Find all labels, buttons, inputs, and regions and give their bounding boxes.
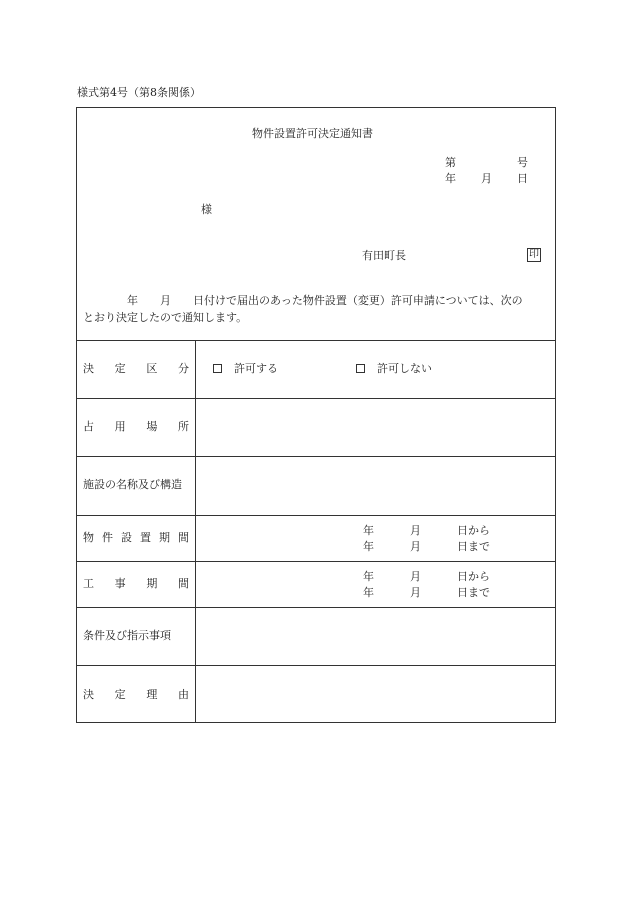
option-permit[interactable]: 許可する — [213, 363, 278, 374]
date-month: 月 — [481, 172, 492, 185]
doc-no-prefix: 第 — [445, 156, 456, 169]
construction-to-month: 月 — [410, 586, 421, 599]
option-deny[interactable]: 許可しない — [356, 363, 432, 374]
install-from-day: 日から — [457, 524, 490, 537]
label-occupancy-location: 占 用 場 所 — [83, 420, 189, 433]
notification-form — [76, 107, 556, 723]
label-construction-period: 工 事 期 間 — [83, 577, 189, 590]
doc-no-suffix: 号 — [517, 156, 528, 169]
install-from-month: 月 — [410, 524, 421, 537]
install-to-year: 年 — [363, 540, 374, 553]
notice-body-line1: 年 月 日付けで届出のあった物件設置（変更）許可申請については、次の — [83, 294, 523, 307]
checkbox-deny[interactable] — [356, 364, 365, 373]
checkbox-permit[interactable] — [213, 364, 222, 373]
divider — [77, 456, 555, 457]
label-installation-period: 物 件 設 置 期 間 — [83, 531, 189, 544]
construction-from-day: 日から — [457, 570, 490, 583]
divider — [77, 398, 555, 399]
construction-from-month: 月 — [410, 570, 421, 583]
construction-to-day: 日まで — [457, 586, 490, 599]
date-day: 日 — [517, 172, 528, 185]
install-to-month: 月 — [410, 540, 421, 553]
construction-to-year: 年 — [363, 586, 374, 599]
addressee-suffix: 様 — [201, 203, 212, 216]
form-number: 様式第4号（第8条関係） — [77, 86, 201, 99]
label-decision-reason: 決 定 理 由 — [83, 688, 189, 701]
seal-mark: 印 — [529, 249, 539, 260]
install-from-year: 年 — [363, 524, 374, 537]
divider — [77, 607, 555, 608]
divider — [77, 340, 555, 341]
column-divider — [195, 340, 196, 722]
label-decision-type: 決 定 区 分 — [83, 362, 189, 375]
label-facility-name-structure: 施設の名称及び構造 — [83, 478, 182, 491]
divider — [77, 665, 555, 666]
document-title: 物件設置許可決定通知書 — [252, 127, 373, 140]
install-to-day: 日まで — [457, 540, 490, 553]
label-conditions-instructions: 条件及び指示事項 — [83, 629, 171, 642]
date-year: 年 — [445, 172, 456, 185]
issuer-name: 有田町長 — [362, 249, 406, 262]
divider — [77, 561, 555, 562]
construction-from-year: 年 — [363, 570, 374, 583]
notice-body-line2: とおり決定したので通知します。 — [83, 311, 248, 324]
divider — [77, 515, 555, 516]
